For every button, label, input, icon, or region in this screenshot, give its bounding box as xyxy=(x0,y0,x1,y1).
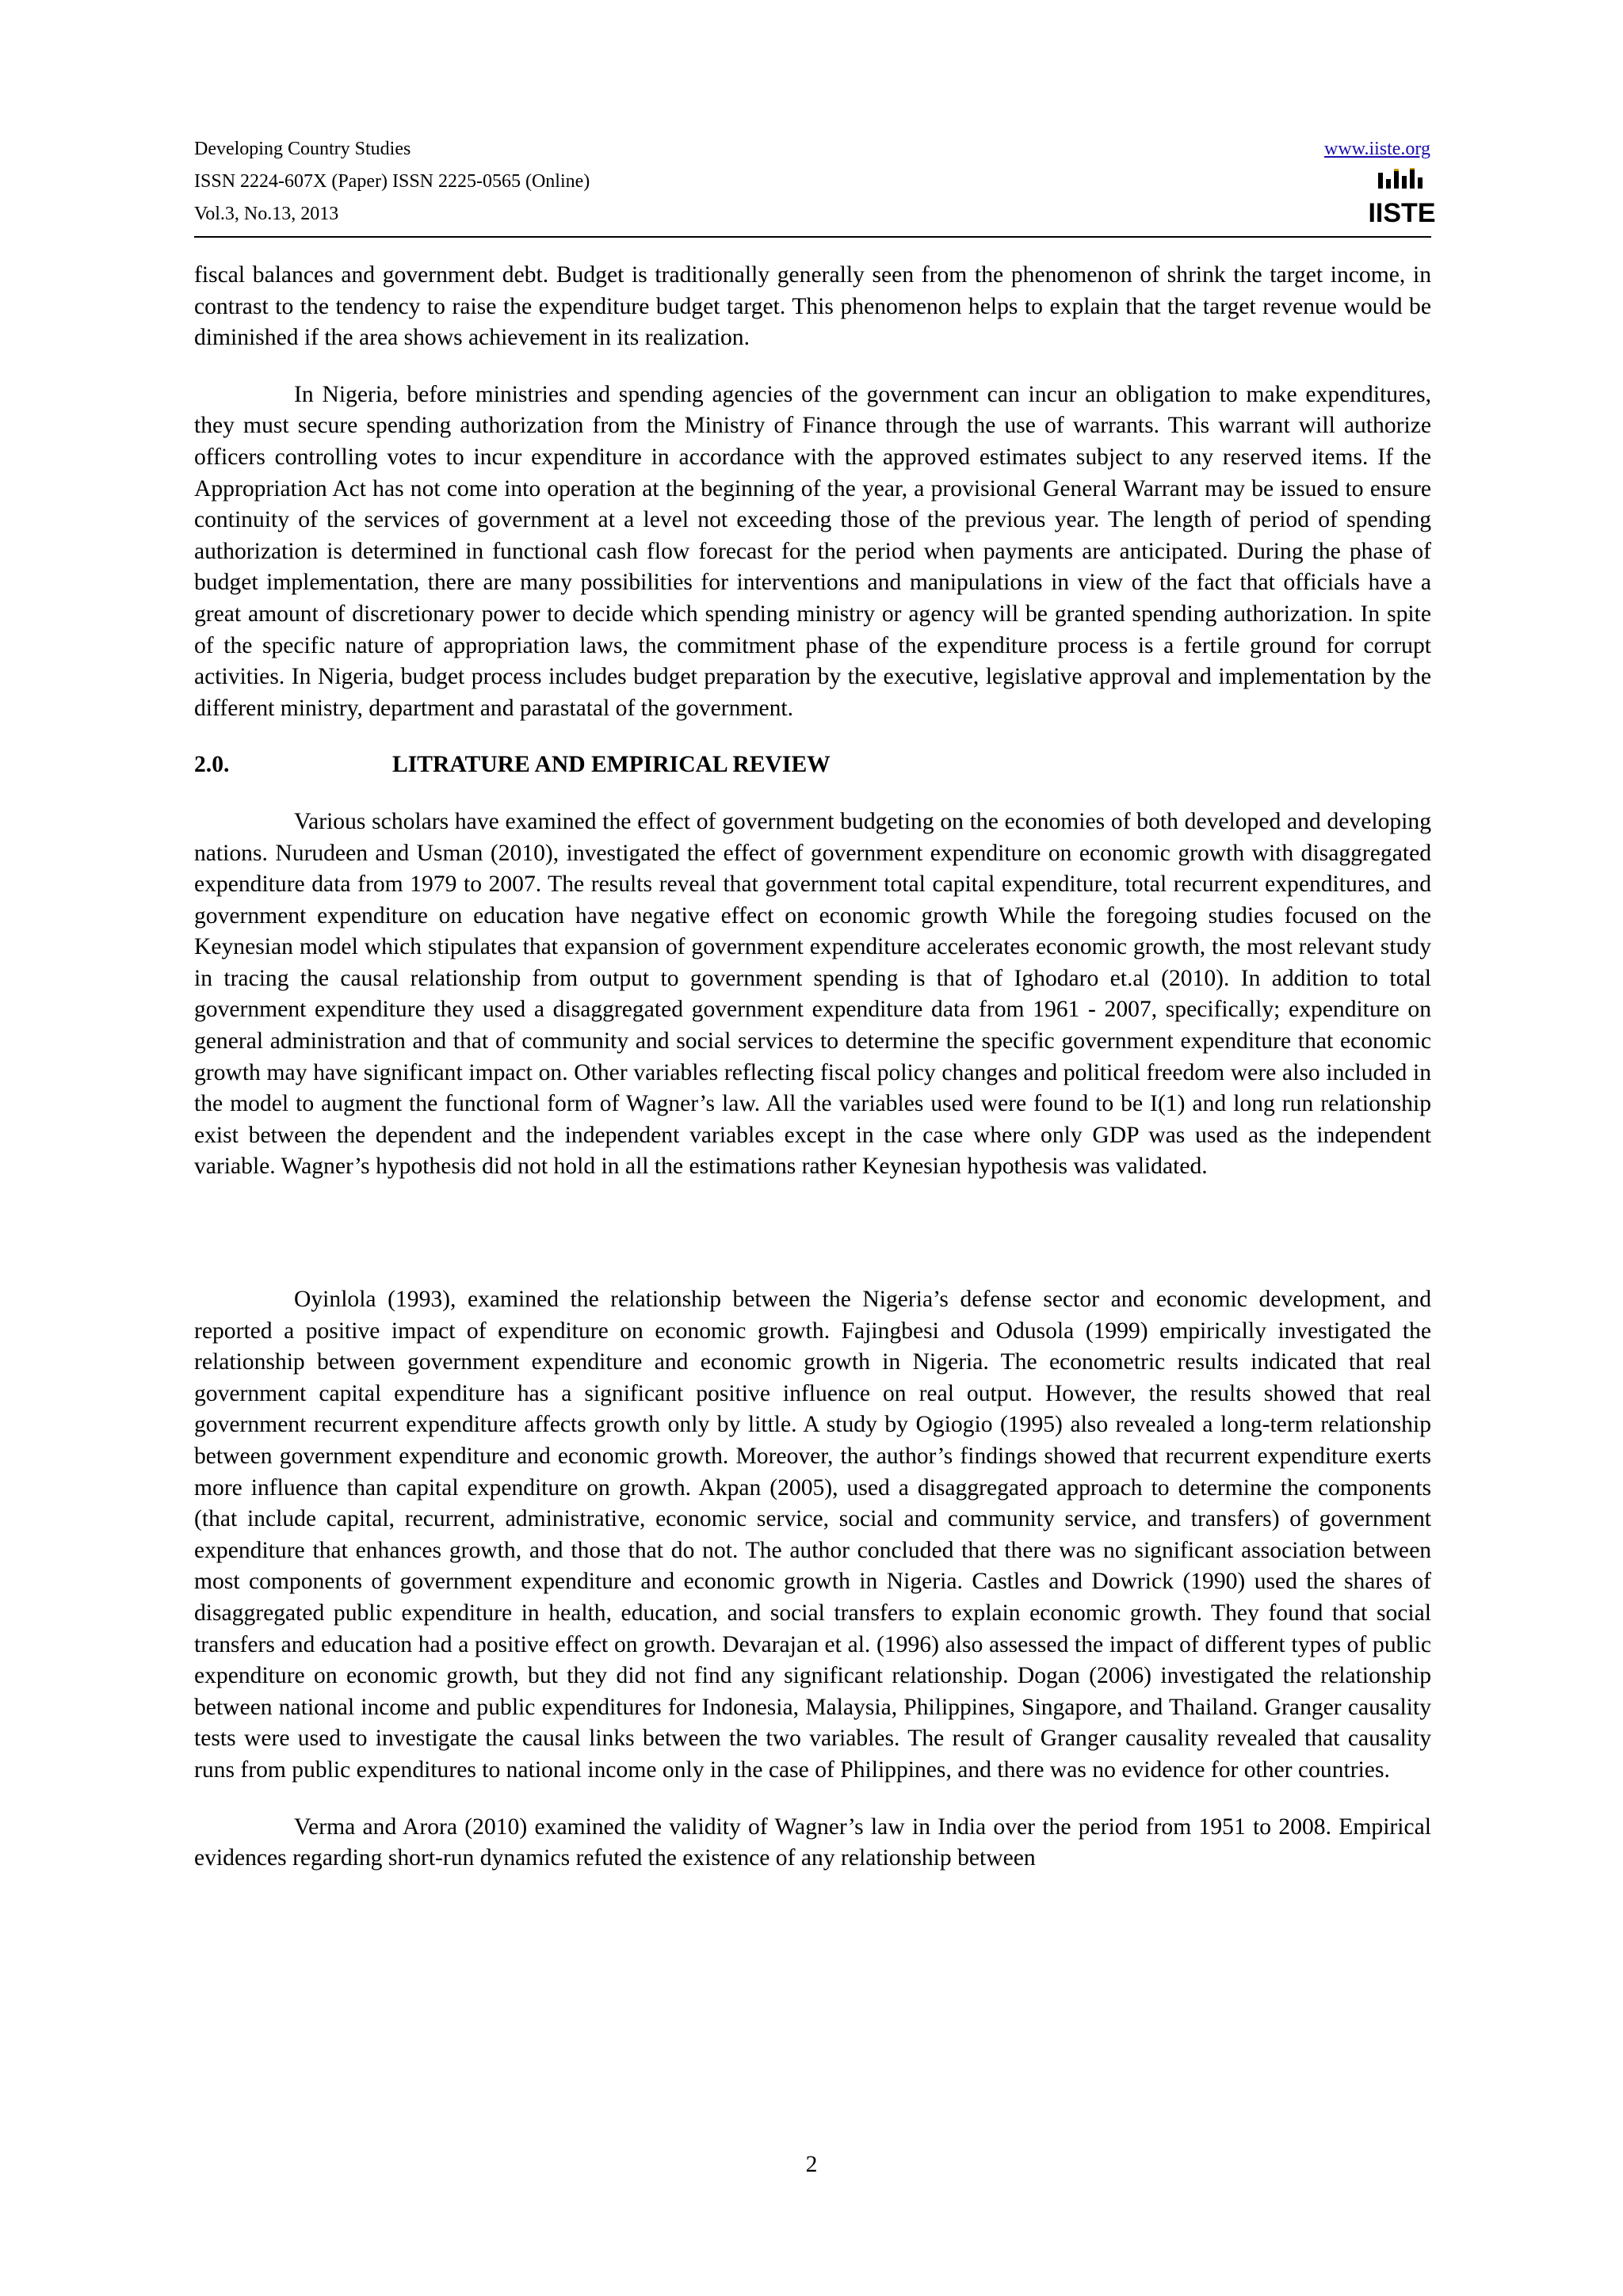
journal-volume: Vol.3, No.13, 2013 xyxy=(194,204,339,224)
page-header xyxy=(194,133,1436,238)
page-number: 2 xyxy=(805,2152,818,2177)
journal-info xyxy=(194,133,590,231)
article-body xyxy=(194,260,1431,1900)
paragraph-wagners-law-india: Verma and Arora (2010) examined the validity of Wagner’s law in India over the period from 1951 to 2008. Empirical evidences regarding short-run dynamics refuted the existence of any relationship between xyxy=(194,1814,1431,1871)
paragraph-empirical-studies: Oyinlola (1993), examined the relationship between the Nigeria’s defense sector and economic development, and reported a positive impact of expenditure on economic growth. Fajingbesi and Odusola (1999) empirically investigated the relationship between government expenditure and economic growth in Nigeria. The econometric results indicated that real government capital expenditure has a significant positive influence on real output. However, the results showed that real government recurrent expenditure affects growth only by little. A study by Ogiogio (1995) also revealed a long-term relationship between government expenditure and economic growth. Moreover, the author’s findings showed that recurrent expenditure exerts more influence than capital expenditure on growth. Akpan (2005), used a disaggregated approach to determine the components (that include capital, recurrent, administrative, economic service, social and community service, and transfers) of government expenditure that enhances growth, and those that do not. The author concluded that there was no significant association between most components of government expenditure and economic growth in Nigeria. Castles and Dowrick (1990) used the shares of disaggregated public expenditure in health, education, and social transfers to explain economic growth. They found that social transfers and education had a positive effect on growth. Devarajan et al. (1996) also assessed the impact of different types of public expenditure on economic growth, but they did not find any significant relationship. Dogan (2006) investigated the relationship between national income and public expenditures for Indonesia, Malaysia, Philippines, Singapore, and Thailand. Granger causality tests were used to investigate the causal links between the two variables. The result of Granger causality revealed that causality runs from public expenditures to national income only in the case of Philippines, and there was no evidence for other countries. xyxy=(194,1287,1431,1783)
journal-issn: ISSN 2224-607X (Paper) ISSN 2225-0565 (Online) xyxy=(194,171,590,192)
section-title: LITRATURE AND EMPIRICAL REVIEW xyxy=(392,752,831,778)
journal-title: Developing Country Studies xyxy=(194,139,411,159)
section-heading xyxy=(194,749,1431,781)
iiste-logo xyxy=(1368,168,1436,228)
header-divider xyxy=(194,236,1431,238)
paragraph-spacer xyxy=(194,1208,1431,1284)
paragraph-fiscal-balances: fiscal balances and government debt. Budget is traditionally generally seen from the phenomenon of shrink the target income, in contrast to the tendency to raise the expenditure budget target. This phenomenon helps to explain that the target revenue would be diminished if the area shows achievement in its realization. xyxy=(194,262,1431,351)
paragraph-nigeria-budget-process: In Nigeria, before ministries and spending agencies of the government can incur an obligation to make expenditures, they must secure spending authorization from the Ministry of Finance through the use of warrants. This warrant will authorize officers controlling votes to incur expenditure in accordance with the approved estimates subject to any reserved items. If the Appropriation Act has not come into operation at the beginning of the year, a provisional General Warrant may be issued to ensure continuity of the services of government at a level not exceeding those of the previous year. The length of period of spending authorization is determined in functional cash flow forecast for the period when payments are anticipated. During the phase of budget implementation, there are many possibilities for interventions and manipulations in view of the fact that officials have a great amount of discretionary power to decide which spending ministry or agency will be granted spending authorization. In spite of the specific nature of appropriation laws, the commitment phase of the expenditure process is a fertile ground for corrupt activities. In Nigeria, budget process includes budget preparation by the executive, legislative approval and implementation by the different ministry, department and parastatal of the government. xyxy=(194,381,1431,721)
paragraph-literature-review: Various scholars have examined the effect of government budgeting on the economies of both developed and developing nations. Nurudeen and Usman (2010), investigated the effect of government expenditure on economic growth with disaggregated expenditure data from 1979 to 2007. The results reveal that government total capital expenditure, total recurrent expenditures, and government expenditure on education have negative effect on economic growth While the foregoing studies focused on the Keynesian model which stipulates that expansion of government expenditure accelerates economic growth, the most relevant study in tracing the causal relationship from output to government spending is that of Ighodaro et.al (2010). In addition to total government expenditure they used a disaggregated government expenditure data from 1961 - 2007, specifically; expenditure on general administration and that of community and social services to determine the specific government expenditure that economic growth may have significant impact on. Other variables reflecting fiscal policy changes and political freedom were also included in the model to augment the functional form of Wagner’s law. All the variables used were found to be I(1) and long run relationship exist between the dependent and the independent variables except in the case where only GDP was used as the independent variable. Wagner’s hypothesis did not hold in all the estimations rather Keynesian hypothesis was validated. xyxy=(194,808,1431,1180)
journal-website-link[interactable]: www.iiste.org xyxy=(1324,139,1430,159)
section-number: 2.0. xyxy=(194,752,230,778)
logo-wordmark: IISTE xyxy=(1368,198,1436,228)
